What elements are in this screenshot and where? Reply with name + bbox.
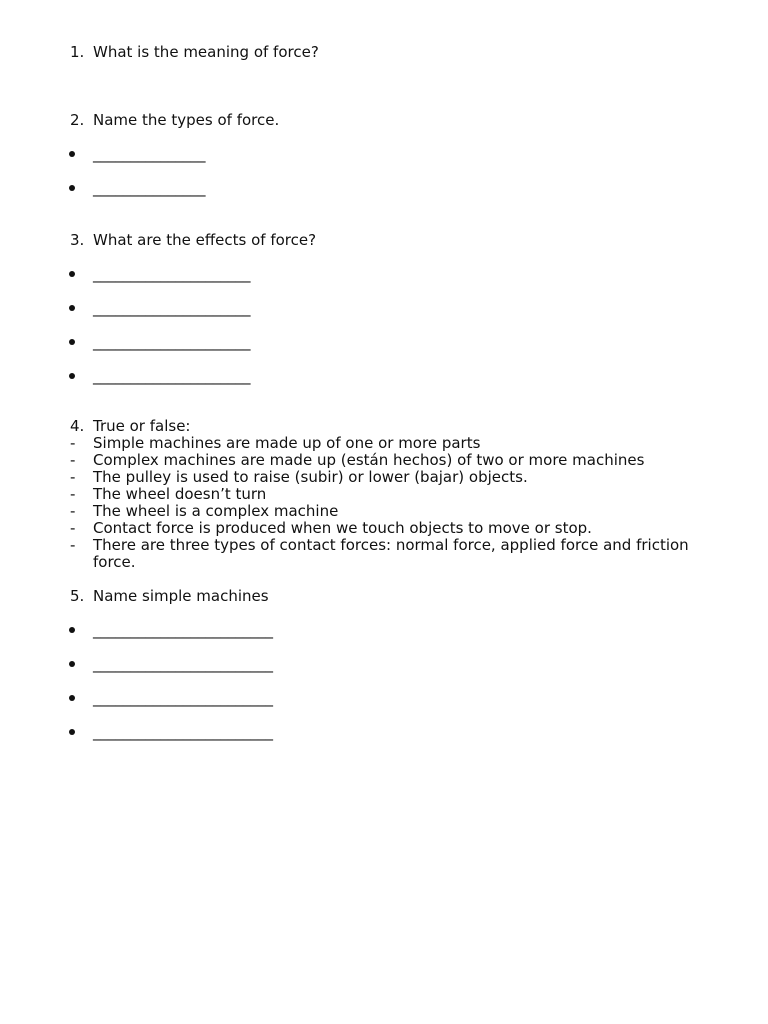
- answer-blank: _____________________: [93, 367, 251, 385]
- question-number: 3.: [70, 231, 85, 249]
- answer-blank: _______________: [93, 145, 206, 163]
- question-number: 1.: [70, 43, 85, 61]
- dash-marker: -: [70, 519, 76, 537]
- answer-blank: ________________________: [93, 621, 273, 639]
- statement-text: Simple machines are made up of one or more parts: [93, 434, 481, 452]
- question-text: What is the meaning of force?: [93, 43, 319, 61]
- answer-blank: ________________________: [93, 689, 273, 707]
- dash-marker: -: [70, 468, 76, 486]
- statement-text: Complex machines are made up (están hechos) of two or more machines: [93, 451, 645, 469]
- answer-blank: ________________________: [93, 723, 273, 741]
- bullet-icon: [69, 271, 75, 277]
- bullet-icon: [69, 185, 75, 191]
- statement-text: Contact force is produced when we touch objects to move or stop.: [93, 519, 592, 537]
- dash-marker: -: [70, 502, 76, 520]
- dash-marker: -: [70, 451, 76, 469]
- answer-blank: _____________________: [93, 299, 251, 317]
- question-number: 4.: [70, 417, 85, 435]
- bullet-icon: [69, 373, 75, 379]
- bullet-icon: [69, 661, 75, 667]
- dash-marker: -: [70, 485, 76, 503]
- dash-marker: -: [70, 536, 76, 554]
- question-text: Name simple machines: [93, 587, 269, 605]
- question-text: Name the types of force.: [93, 111, 280, 129]
- statement-text: The wheel doesn’t turn: [93, 485, 267, 503]
- statement-text: The wheel is a complex machine: [93, 502, 339, 520]
- bullet-icon: [69, 729, 75, 735]
- true-false-statement: [0, 537, 768, 571]
- question-text: True or false:: [93, 417, 191, 435]
- statement-text: The pulley is used to raise (subir) or lower (bajar) objects.: [93, 468, 528, 486]
- bullet-icon: [69, 305, 75, 311]
- dash-marker: -: [70, 434, 76, 452]
- question-text: What are the effects of force?: [93, 231, 317, 249]
- bullet-icon: [69, 695, 75, 701]
- answer-blank: ________________________: [93, 655, 273, 673]
- answer-blank: _____________________: [93, 265, 251, 283]
- bullet-icon: [69, 627, 75, 633]
- answer-blank: _____________________: [93, 333, 251, 351]
- statement-text: There are three types of contact forces: normal force, applied force and friction force.: [93, 536, 689, 571]
- answer-blank: _______________: [93, 179, 206, 197]
- question-number: 2.: [70, 111, 85, 129]
- question-number: 5.: [70, 587, 85, 605]
- bullet-icon: [69, 339, 75, 345]
- bullet-icon: [69, 151, 75, 157]
